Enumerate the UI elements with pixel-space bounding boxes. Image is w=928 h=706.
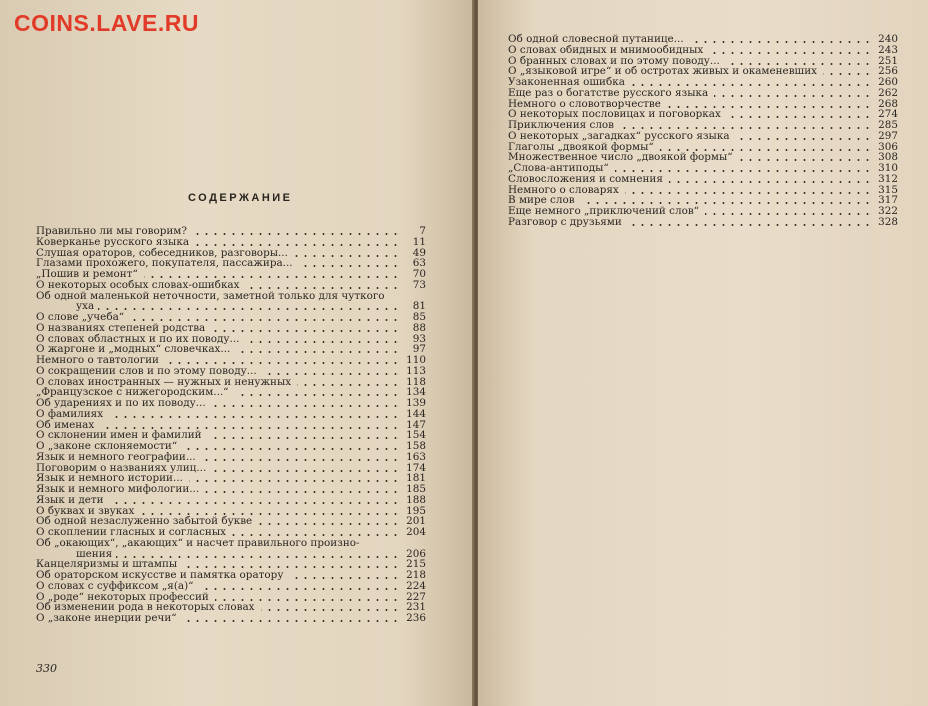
leader-dots	[109, 416, 400, 418]
toc-entry-page: 317	[878, 194, 898, 207]
toc-entry-page: 134	[406, 386, 426, 399]
toc-list-right	[508, 34, 898, 228]
toc-entry-page: 240	[878, 33, 898, 45]
toc-entry-title: О „роде“ некоторых профессий	[36, 590, 209, 603]
leader-dots	[823, 73, 872, 75]
leader-dots	[714, 95, 872, 97]
leader-dots	[246, 287, 400, 289]
toc-entry-title: Поговорим о названиях улиц...	[36, 461, 207, 474]
toc-entry-title: Коверканье русского языка	[36, 235, 190, 248]
toc-entry-title: О слове „учеба“	[36, 311, 125, 323]
leader-dots	[294, 255, 400, 257]
leader-dots	[195, 244, 400, 246]
toc-entry-title: Еще немного „приключений слов“	[508, 205, 699, 217]
leader-dots	[625, 192, 872, 194]
toc-entry-title: Об ударениях и по их поводу...	[36, 397, 206, 409]
leader-dots	[299, 265, 400, 267]
toc-entry-page: 118	[406, 375, 426, 388]
toc-entry-page: 312	[878, 172, 898, 185]
toc-entry-title: О фамилиях	[36, 407, 104, 420]
toc-entry-page: 227	[406, 590, 426, 603]
leader-dots	[705, 213, 872, 215]
toc-entry-page: 163	[406, 450, 426, 463]
toc-entry-page: 328	[878, 215, 898, 228]
toc-entry	[36, 291, 426, 313]
leader-dots	[631, 84, 872, 86]
toc-entry-page: 231	[406, 601, 426, 614]
leader-dots	[690, 41, 872, 43]
toc-entry-title: О бранных словах и по этому поводу...	[508, 54, 720, 67]
toc-entry-title: О названиях степеней родства	[36, 321, 206, 334]
toc-entry	[36, 613, 426, 624]
toc-entry-title: Приключения слов	[508, 119, 615, 131]
toc-entry-page: 204	[406, 526, 426, 538]
leader-dots	[258, 523, 400, 525]
toc-entry-title: Язык и немного мифологии...	[36, 483, 200, 495]
toc-entry-title: О словах с суффиксом „я(а)“	[36, 579, 194, 592]
toc-entry-title: Об именах	[36, 418, 95, 431]
toc-entry-page: 285	[878, 119, 898, 131]
toc-entry-title: О некоторых особых словах-ошибках	[36, 278, 240, 291]
toc-entry-title: О „законе склоняемости“	[36, 440, 178, 452]
toc-entry-title: Язык и немного истории...	[36, 472, 183, 485]
toc-entry-page: 63	[412, 257, 426, 270]
toc-entry-page: 236	[406, 612, 426, 624]
toc-entry-title: О некоторых „загадках“ русского языка	[508, 129, 730, 142]
leader-dots	[211, 330, 400, 332]
toc-entry	[36, 495, 426, 506]
toc-entry-title: О скоплении гласных и согласных	[36, 526, 226, 538]
toc-entry	[508, 88, 898, 99]
toc-entry-title: О словах иностранных — нужных и ненужных	[36, 375, 292, 388]
toc-entry-page: 310	[878, 162, 898, 174]
leader-dots	[199, 588, 400, 590]
toc-entry-page: 206	[406, 547, 426, 560]
leader-dots	[189, 480, 400, 482]
toc-entry-page: 218	[406, 569, 426, 581]
toc-entry-title: О словах областных и по их поводу...	[36, 332, 240, 345]
toc-entry-page: 93	[412, 332, 426, 345]
toc-entry-page: 7	[419, 225, 426, 237]
toc-entry-page: 97	[412, 343, 426, 356]
toc-entry-title: Об „окающих“, „акающих“ и насчет правильного произно-	[36, 536, 360, 549]
toc-entry-title: „Пошив и ремонт“	[36, 268, 138, 280]
toc-entry-page: 147	[406, 418, 426, 431]
leader-dots	[130, 319, 400, 321]
toc-entry-title: Еще раз о богатстве русского языка	[508, 86, 709, 99]
toc-entry-page: 308	[878, 151, 898, 164]
toc-entry-title: Правильно ли мы говорим?	[36, 225, 187, 237]
leader-dots	[261, 609, 400, 611]
leader-dots	[236, 351, 400, 353]
leader-dots	[736, 138, 872, 140]
toc-entry-title: Об одной словесной путанице...	[508, 33, 684, 45]
toc-entry-page: 11	[412, 235, 426, 248]
toc-entry-title: Словосложения и сомнения	[508, 172, 663, 185]
toc-title: СОДЕРЖАНИЕ	[188, 192, 293, 204]
toc-entry	[508, 45, 898, 56]
toc-entry-title-continuation: шения	[76, 547, 113, 560]
leader-dots	[263, 373, 400, 375]
toc-entry	[508, 217, 898, 228]
toc-entry-title: „Французское с нижегородским...“	[36, 386, 229, 399]
toc-entry-page: 185	[406, 483, 426, 495]
leader-dots	[667, 106, 872, 108]
toc-entry-title: Глазами прохожего, покупателя, пассажира...	[36, 257, 293, 270]
toc-entry-title: Об одной незаслуженно забытой букве	[36, 515, 253, 528]
leader-dots	[620, 127, 872, 129]
leader-dots	[739, 159, 872, 161]
page-number: 330	[36, 662, 57, 675]
toc-entry-title: О жаргоне и „модных“ словечках...	[36, 343, 231, 356]
toc-entry-title: О некоторых пословицах и поговорках	[508, 108, 721, 121]
toc-entry-title: Немного о словотворчестве	[508, 97, 661, 110]
leader-dots	[232, 534, 400, 536]
leader-dots	[212, 470, 400, 472]
toc-entry-title: Узаконенная ошибка	[508, 76, 625, 88]
toc-entry	[36, 323, 426, 334]
toc-entry-page: 70	[412, 268, 426, 280]
toc-entry	[508, 174, 898, 185]
toc-entry-page: 268	[878, 97, 898, 110]
toc-entry-page: 113	[406, 364, 426, 377]
toc-entry-title: Немного о словарях	[508, 183, 619, 196]
watermark-logo: COINS.LAVE.RU	[14, 10, 199, 36]
toc-entry-title: Язык и немного географии...	[36, 450, 196, 463]
toc-entry-page: 154	[406, 429, 426, 442]
toc-entry-page: 181	[406, 472, 426, 485]
toc-entry-page: 306	[878, 140, 898, 153]
toc-entry-page: 256	[878, 65, 898, 78]
leader-dots	[727, 116, 872, 118]
toc-entry-page: 195	[406, 504, 426, 517]
toc-entry-title: Об изменении рода в некоторых словах	[36, 601, 255, 614]
toc-entry-title: О „языковой игре“ и об остротах живых и окаменевших	[508, 65, 817, 78]
leader-dots	[615, 170, 872, 172]
leader-dots	[205, 491, 400, 493]
toc-entry-page: 110	[406, 354, 426, 366]
toc-entry-page: 215	[406, 558, 426, 571]
leader-dots	[660, 149, 872, 151]
toc-entry	[36, 581, 426, 592]
toc-entry-page: 158	[406, 440, 426, 452]
leader-dots	[297, 384, 400, 386]
leader-dots	[144, 276, 400, 278]
toc-entry	[36, 366, 426, 377]
toc-entry-title-continuation: уха	[76, 300, 95, 313]
toc-entry-title: О склонении имен и фамилий	[36, 429, 202, 442]
leader-dots	[116, 556, 400, 558]
leader-dots	[245, 341, 400, 343]
leader-dots	[215, 599, 400, 601]
toc-entry-page: 73	[412, 278, 426, 291]
toc-entry-title: Немного о тавтологии	[36, 354, 159, 366]
toc-entry-title: Разговор с друзьями	[508, 215, 622, 228]
toc-entry-page: 322	[878, 205, 898, 217]
leader-dots	[208, 437, 400, 439]
leader-dots	[100, 427, 400, 429]
toc-entry	[508, 131, 898, 142]
toc-entry	[36, 280, 426, 291]
leader-dots	[140, 513, 400, 515]
toc-entry-page: 188	[406, 493, 426, 506]
toc-entry-title: О сокращении слов и по этому поводу...	[36, 364, 257, 377]
leader-dots	[183, 566, 400, 568]
toc-entry-page: 174	[406, 461, 426, 474]
toc-entry-page: 251	[878, 54, 898, 67]
leader-dots	[165, 362, 400, 364]
toc-entry-page: 144	[406, 407, 426, 420]
toc-entry-title: О словах обидных и мнимообидных	[508, 43, 704, 56]
leader-dots	[669, 181, 872, 183]
toc-entry-page: 262	[878, 86, 898, 99]
toc-entry-page: 243	[878, 43, 898, 56]
toc-entry-title: О буквах и звуках	[36, 504, 135, 517]
toc-entry-page: 88	[412, 321, 426, 334]
toc-entry-page: 260	[878, 76, 898, 88]
leader-dots	[110, 502, 400, 504]
toc-entry-title: Язык и дети	[36, 493, 104, 506]
toc-entry	[36, 452, 426, 463]
toc-entry	[36, 538, 426, 560]
toc-entry-title: Канцеляризмы и штампы	[36, 558, 178, 571]
leader-dots	[628, 224, 872, 226]
toc-entry-page: 315	[878, 183, 898, 196]
leader-dots	[289, 577, 400, 579]
toc-entry-title: Слушая ораторов, собеседников, разговоры...	[36, 246, 288, 259]
toc-entry-title: Глаголы „двоякой формы“	[508, 140, 654, 153]
leader-dots	[98, 308, 400, 310]
toc-entry-page: 49	[412, 246, 426, 259]
leader-dots	[726, 63, 872, 65]
leader-dots	[709, 52, 872, 54]
toc-entry-page: 274	[878, 108, 898, 121]
toc-entry-title: Об одной маленькой неточности, заметной только для чуткого	[36, 289, 385, 302]
leader-dots	[202, 459, 400, 461]
toc-entry-page: 139	[406, 397, 426, 409]
toc-entry-page: 297	[878, 129, 898, 142]
leader-dots	[193, 233, 400, 235]
toc-entry-page: 224	[406, 579, 426, 592]
leader-dots	[183, 620, 400, 622]
leader-dots	[235, 394, 400, 396]
toc-entry-title: Множественное число „двоякой формы“	[508, 151, 733, 164]
toc-entry-page: 85	[412, 311, 426, 323]
toc-entry-page: 201	[406, 515, 426, 528]
leader-dots	[183, 448, 400, 450]
toc-entry-page: 81	[412, 300, 426, 313]
toc-entry-title: О „законе инерции речи“	[36, 612, 177, 624]
toc-entry	[36, 409, 426, 420]
toc-entry-title: „Слова-антиподы“	[508, 162, 609, 174]
toc-entry	[36, 237, 426, 248]
leader-dots	[581, 202, 872, 204]
leader-dots	[212, 405, 400, 407]
toc-list-left	[36, 226, 426, 624]
toc-entry-title: В мире слов	[508, 194, 575, 207]
toc-entry-title: Об ораторском искусстве и памятка оратору	[36, 569, 284, 581]
